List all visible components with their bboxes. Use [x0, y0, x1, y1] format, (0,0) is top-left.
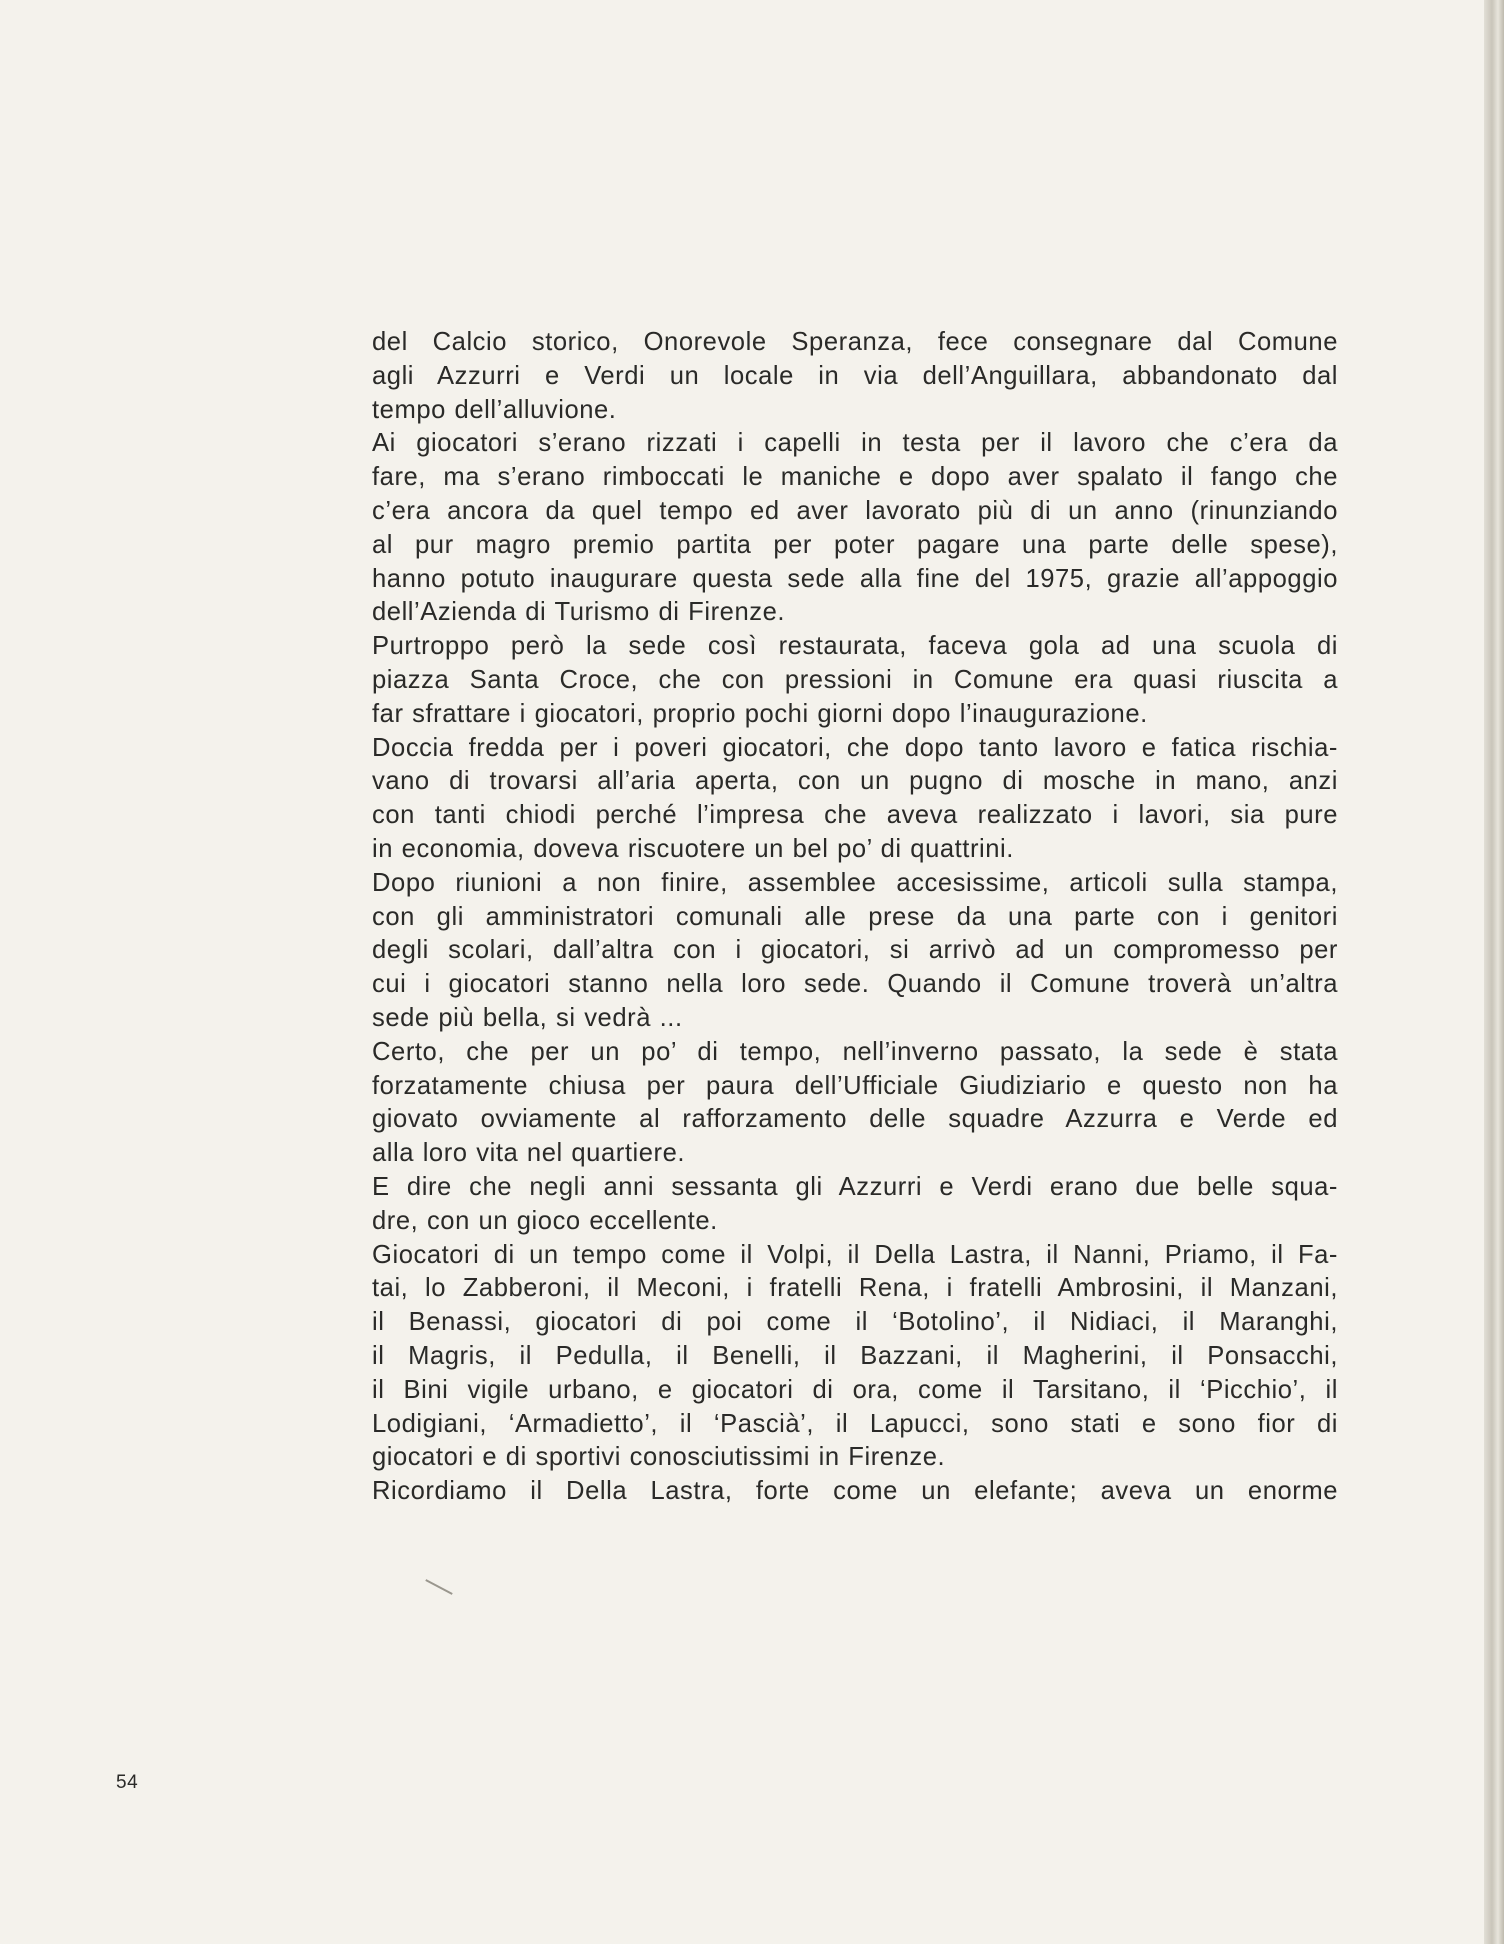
text-line: con gli amministratori comunali alle prese da una parte con i genitori: [372, 902, 1338, 931]
text-line: il Magris, il Pedulla, il Benelli, il Bazzani, il Magherini, il Ponsacchi,: [372, 1341, 1338, 1370]
text-line: alla loro vita nel quartiere.: [372, 1139, 686, 1168]
text-line: piazza Santa Croce, che con pressioni in Comune era quasi riuscita a: [372, 665, 1338, 694]
text-line: Ai giocatori s’erano rizzati i capelli in testa per il lavoro che c’era da: [372, 429, 1338, 458]
text-line: Ricordiamo il Della Lastra, forte come un elefante; aveva un enorme: [372, 1477, 1338, 1506]
text-line: sede più bella, si vedrà ...: [372, 1003, 683, 1032]
text-line: hanno potuto inaugurare questa sede alla fine del 1975, grazie all’appoggio: [372, 564, 1338, 593]
article-body: [372, 326, 1338, 1509]
text-line: tai, lo Zabberoni, il Meconi, i fratelli Rena, i fratelli Ambrosini, il Manzani,: [372, 1274, 1338, 1303]
text-line: Doccia fredda per i poveri giocatori, che dopo tanto lavoro e fatica rischia-: [372, 733, 1338, 762]
text-line: tempo dell’alluvione.: [372, 395, 617, 424]
text-line: giovato ovviamente al rafforzamento delle squadre Azzurra e Verde ed: [372, 1105, 1338, 1134]
text-line: in economia, doveva riscuotere un bel po’ di quattrini.: [372, 834, 1014, 863]
text-line: dell’Azienda di Turismo di Firenze.: [372, 598, 786, 627]
text-line: cui i giocatori stanno nella loro sede. Quando il Comune troverà un’altra: [372, 970, 1338, 999]
text-line: far sfrattare i giocatori, proprio pochi giorni dopo l’inaugurazione.: [372, 699, 1148, 728]
text-line: al pur magro premio partita per poter pagare una parte delle spese),: [372, 530, 1338, 559]
page-number: 54: [116, 1772, 139, 1793]
text-line: vano di trovarsi all’aria aperta, con un pugno di mosche in mano, anzi: [372, 767, 1338, 796]
text-line: forzatamente chiusa per paura dell’Ufficiale Giudiziario e questo non ha: [372, 1071, 1338, 1100]
text-line: Dopo riunioni a non finire, assemblee accesissime, articoli sulla stampa,: [372, 868, 1338, 897]
text-line: dre, con un gioco eccellente.: [372, 1206, 718, 1235]
text-line: Purtroppo però la sede così restaurata, faceva gola ad una scuola di: [372, 632, 1338, 661]
text-line: del Calcio storico, Onorevole Speranza, fece consegnare dal Comune: [372, 328, 1338, 356]
text-line: degli scolari, dall’altra con i giocatori, si arrivò ad un compromesso per: [372, 936, 1338, 965]
text-line: Giocatori di un tempo come il Volpi, il Della Lastra, il Nanni, Priamo, il Fa-: [372, 1240, 1338, 1269]
text-line: giocatori e di sportivi conosciutissimi in Firenze.: [372, 1443, 946, 1472]
text-line: il Bini vigile urbano, e giocatori di ora, come il Tarsitano, il ‘Picchio’, il: [372, 1375, 1338, 1404]
text-line: E dire che negli anni sessanta gli Azzurri e Verdi erano due belle squa-: [372, 1172, 1338, 1201]
text-line: agli Azzurri e Verdi un locale in via dell’Anguillara, abbandonato dal: [372, 361, 1338, 390]
text-line: con tanti chiodi perché l’impresa che aveva realizzato i lavori, sia pure: [372, 801, 1338, 830]
book-edge: [1484, 0, 1504, 1944]
text-line: Lodigiani, ‘Armadietto’, il ‘Pascià’, il Lapucci, sono stati e sono fior di: [372, 1409, 1338, 1438]
stray-pencil-mark: [425, 1579, 452, 1595]
text-line: c’era ancora da quel tempo ed aver lavorato più di un anno (rinunziando: [372, 496, 1338, 525]
text-line: Certo, che per un po’ di tempo, nell’inverno passato, la sede è stata: [372, 1037, 1338, 1066]
text-line: il Benassi, giocatori di poi come il ‘Botolino’, il Nidiaci, il Maranghi,: [372, 1308, 1338, 1337]
text-line: fare, ma s’erano rimboccati le maniche e dopo aver spalato il fango che: [372, 463, 1338, 492]
